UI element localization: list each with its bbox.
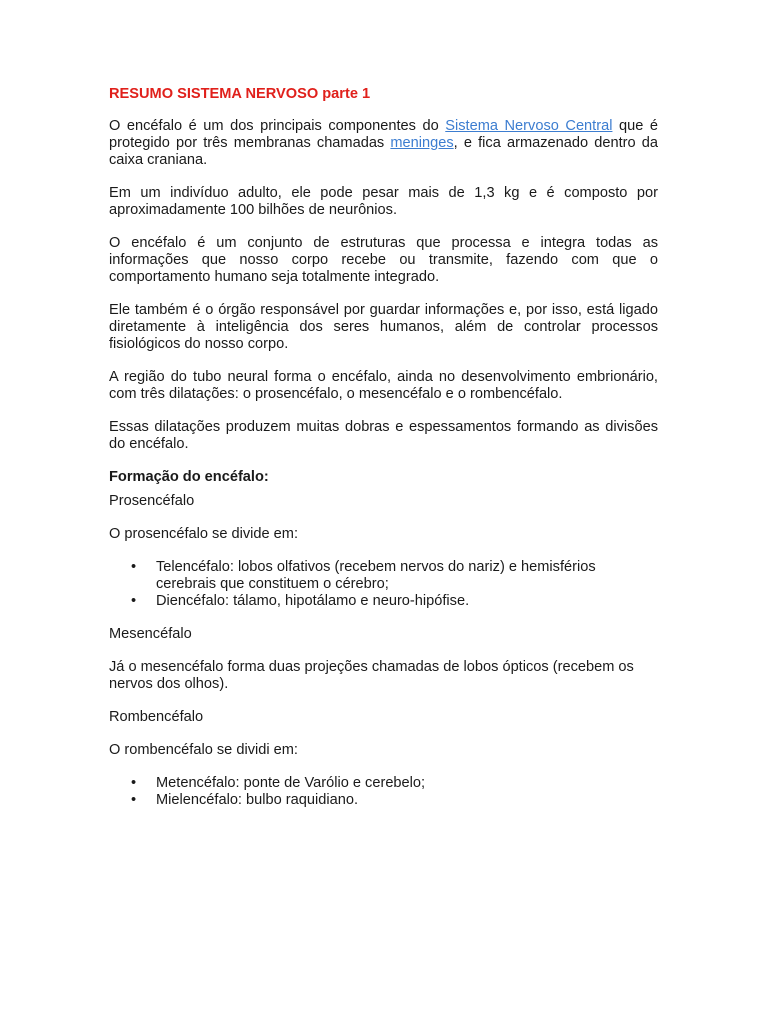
- paragraph-estruturas: O encéfalo é um conjunto de estruturas que processa e integra todas as informações que nosso corpo recebe ou transmite, fazendo com que o comportamento humano seja totalmente integrado.: [109, 235, 658, 285]
- paragraph-prosencefalo-intro: O prosencéfalo se divide em:: [109, 526, 299, 542]
- link-sistema-nervoso-central[interactable]: Sistema Nervoso Central: [445, 118, 613, 134]
- list-item: [109, 593, 658, 610]
- paragraph-text: , e fica armazenado dentro da caixa craniana.: [109, 135, 658, 168]
- list-item-text: Diencéfalo: tálamo, hipotálamo e neuro-hipófise.: [156, 593, 470, 609]
- document-title: RESUMO SISTEMA NERVOSO parte 1: [109, 86, 371, 102]
- bullet-icon: •: [131, 559, 137, 575]
- paragraph-orgao: Ele também é o órgão responsável por guardar informações e, por isso, está ligado diretamente à inteligência dos seres humanos, além de controlar processos fisiológicos do nosso corpo.: [109, 302, 658, 352]
- list-item: [109, 559, 658, 593]
- paragraph-encefalo-intro: [109, 118, 658, 169]
- list-item: [109, 792, 658, 809]
- list-item-text: Telencéfalo: lobos olfativos (recebem nervos do nariz) e hemisférios cerebrais que constituem o cérebro;: [156, 559, 596, 592]
- list-rombencefalo: [109, 775, 658, 809]
- subheading-prosencefalo: Prosencéfalo: [109, 493, 195, 509]
- paragraph-text: que é protegido por três membranas chamadas: [109, 118, 658, 151]
- bullet-icon: •: [131, 775, 137, 791]
- bullet-icon: •: [131, 792, 137, 808]
- list-item: [109, 775, 658, 792]
- link-meninges[interactable]: meninges: [390, 135, 454, 151]
- bullet-icon: •: [131, 593, 137, 609]
- paragraph-peso: Em um indivíduo adulto, ele pode pesar mais de 1,3 kg e é composto por aproximadamente 100 bilhões de neurônios.: [109, 185, 658, 218]
- list-prosencefalo: [109, 559, 658, 610]
- paragraph-rombencefalo-intro: O rombencéfalo se dividi em:: [109, 742, 298, 758]
- list-item-text: Metencéfalo: ponte de Varólio e cerebelo;: [156, 775, 426, 791]
- paragraph-tubo-neural: A região do tubo neural forma o encéfalo, ainda no desenvolvimento embrionário, com três dilatações: o prosencéfalo, o mesencéfalo e o rombencéfalo.: [109, 369, 658, 402]
- paragraph-text: O encéfalo é um dos principais componentes do: [109, 118, 446, 134]
- section-heading-formacao: Formação do encéfalo:: [109, 469, 269, 485]
- paragraph-mesencefalo: Já o mesencéfalo forma duas projeções chamadas de lobos ópticos (recebem os nervos dos olhos).: [109, 659, 634, 692]
- paragraph-dilatacoes: Essas dilatações produzem muitas dobras e espessamentos formando as divisões do encéfalo.: [109, 419, 658, 452]
- subheading-rombencefalo: Rombencéfalo: [109, 709, 204, 725]
- subheading-mesencefalo: Mesencéfalo: [109, 626, 192, 642]
- list-item-text: Mielencéfalo: bulbo raquidiano.: [156, 792, 359, 808]
